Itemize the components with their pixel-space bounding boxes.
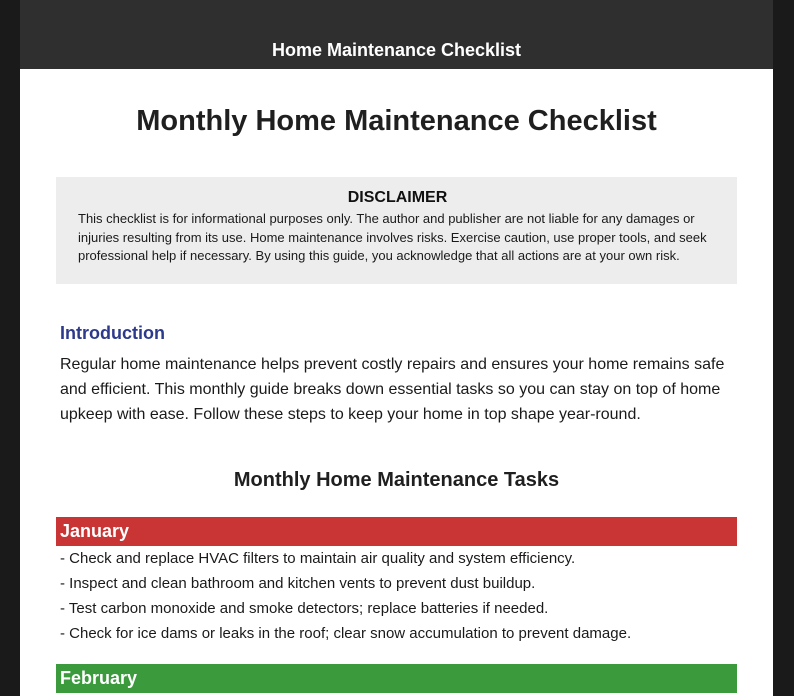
list-item: - Inspect and clean bathroom and kitchen vents to prevent dust buildup.	[60, 575, 536, 592]
list-item: - Test carbon monoxide and smoke detectors; replace batteries if needed.	[60, 600, 549, 617]
month-header-january: January	[56, 517, 737, 546]
introduction-body: Regular home maintenance helps prevent costly repairs and ensures your home remains safe and efficient. This monthly guide breaks down essential tasks so you can stay on top of home upkeep with ease. Follow these steps to keep your home in top shape year-round.	[60, 356, 725, 423]
disclaimer-body: This checklist is for informational purposes only. The author and publisher are not liable for any damages or injuries resulting from its use. Home maintenance involves risks. Exercise caution, use proper tools, and seek professional help if necessary. By using this guide, you acknowledge that all actions are at your own risk.	[78, 211, 707, 263]
document-page	[20, 69, 773, 696]
list-item: - Check and replace HVAC filters to maintain air quality and system efficiency.	[60, 550, 576, 567]
list-item: - Check for ice dams or leaks in the roof; clear snow accumulation to prevent damage.	[60, 625, 632, 642]
tasks-heading: Monthly Home Maintenance Tasks	[233, 469, 560, 491]
introduction-heading: Introduction	[60, 323, 165, 343]
month-header-february: February	[56, 664, 737, 693]
header-title: Home Maintenance Checklist	[271, 40, 522, 60]
document-header-bar	[20, 0, 773, 69]
disclaimer-title: DISCLAIMER	[347, 189, 448, 206]
disclaimer-box	[56, 177, 737, 284]
task-list-january	[60, 546, 732, 646]
page-title: Monthly Home Maintenance Checklist	[136, 105, 657, 137]
